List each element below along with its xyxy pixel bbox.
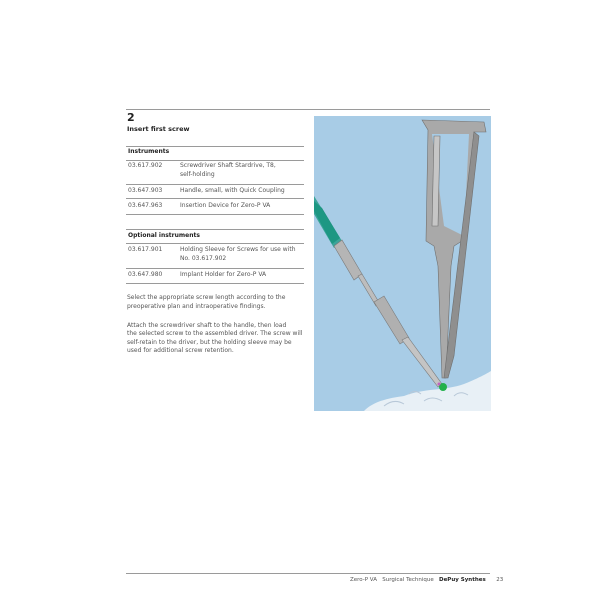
- footer-brand: DePuy Synthes: [439, 577, 486, 583]
- divider: [126, 198, 304, 199]
- page-number: 23: [496, 577, 504, 583]
- footer: [350, 577, 503, 583]
- divider: [126, 243, 304, 244]
- instrument-code: 03.617.902: [128, 162, 163, 169]
- instrument-code: 03.647.980: [128, 271, 163, 278]
- divider: [126, 214, 304, 215]
- instrument-code: 03.617.901: [128, 246, 163, 253]
- surgical-illustration: [314, 116, 491, 411]
- instrument-desc: Insertion Device for Zero-P VA: [180, 202, 271, 209]
- instruments-header: Instruments: [128, 148, 170, 155]
- divider: [126, 229, 304, 230]
- footer-rule: [126, 573, 490, 574]
- paragraph-line: the selected screw to the assembled driver. The screw will: [127, 330, 303, 337]
- instrument-desc: Implant Holder for Zero-P VA: [180, 271, 267, 278]
- step-title: Insert first screw: [127, 125, 190, 133]
- instrument-desc: Handle, small, with Quick Coupling: [180, 187, 285, 194]
- top-rule: [126, 109, 490, 110]
- paragraph-line: preoperative plan and intraoperative findings.: [127, 302, 266, 310]
- instrument-code: 03.647.903: [128, 187, 163, 194]
- instrument-desc: No. 03.617.902: [180, 254, 227, 262]
- step-number: 2: [127, 111, 135, 124]
- footer-product: Zero-P VA: [350, 577, 377, 583]
- paragraph-line: self-retain to the driver, but the holding sleeve may be: [127, 338, 292, 346]
- paragraph-line: used for additional screw retention.: [127, 347, 234, 354]
- optional-header: Optional instruments: [128, 232, 200, 239]
- divider: [126, 184, 304, 185]
- instrument-desc: Holding Sleeve for Screws for use with: [180, 246, 296, 253]
- divider: [126, 160, 304, 161]
- divider: [126, 268, 304, 269]
- instrument-desc: Screwdriver Shaft Stardrive, T8,: [180, 162, 276, 169]
- instrument-code: 03.647.963: [128, 202, 163, 209]
- footer-doc: Surgical Technique: [382, 577, 434, 583]
- paragraph-line: Select the appropriate screw length according to the: [127, 294, 286, 301]
- divider: [126, 146, 304, 147]
- instrument-desc: self-holding: [180, 170, 215, 178]
- paragraph-line: Attach the screwdriver shaft to the handle, then load: [127, 321, 287, 329]
- divider: [126, 283, 304, 284]
